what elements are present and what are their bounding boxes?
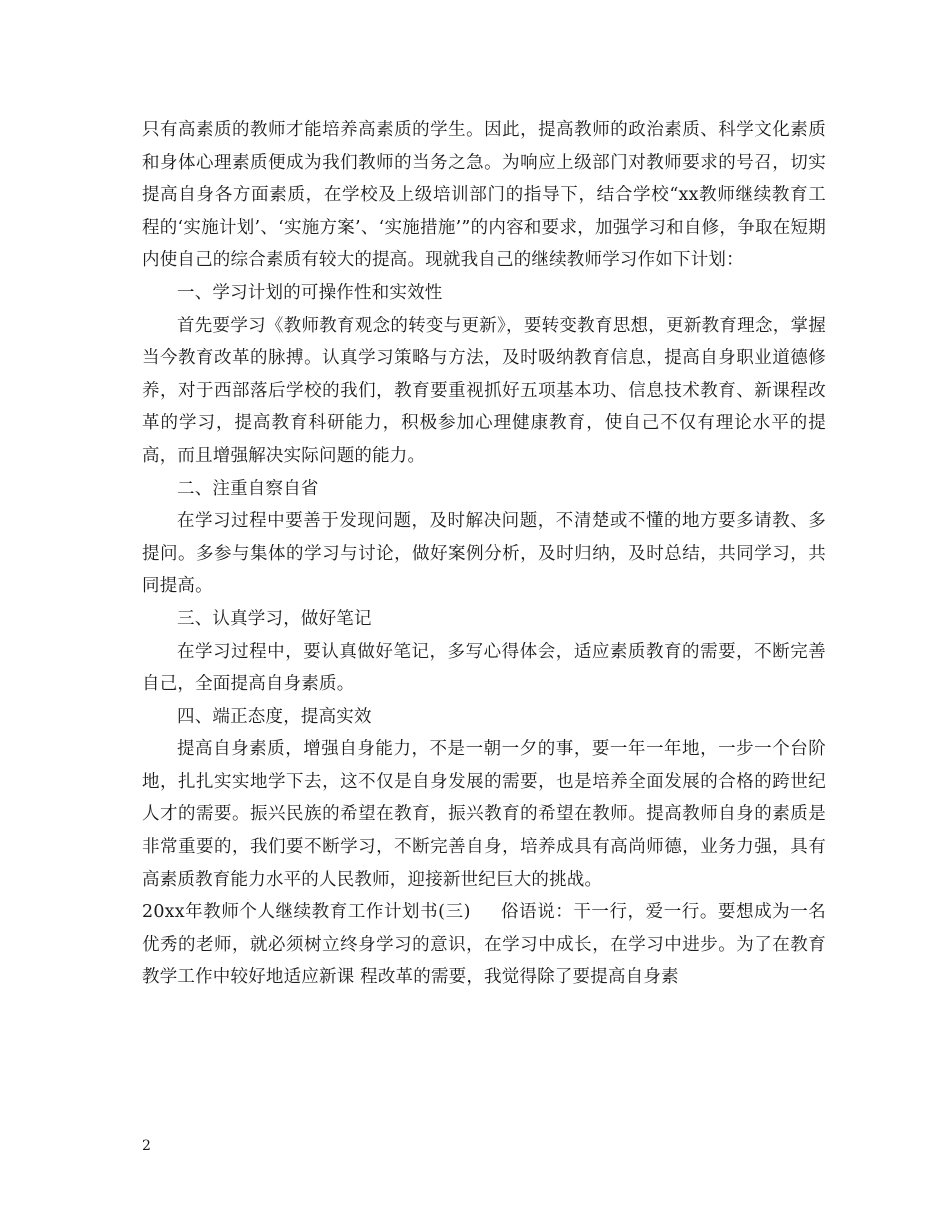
intro-paragraph: 只有高素质的教师才能培养高素质的学生。因此，提高教师的政治素质、科学文化素质和身体心理素质便成为我们教师的当务之急。为响应上级部门对教师要求的号召，切实提高自身各方面素质，在学校及上级培训部门的指导下，结合学校“xx教师继续教育工程的‘实施计划’、‘实施方案’、‘实施措施’”的内容和要求，加强学习和自修，争取在短期内使自己的综合素质有较大的提高。现就我自己的继续教师学习作如下计划： xyxy=(142,120,826,271)
section-heading-3: 三、认真学习，做好笔记 xyxy=(177,608,372,629)
section-heading-1: 一、学习计划的可操作性和实效性 xyxy=(177,282,443,303)
section-heading-2: 二、注重自察自省 xyxy=(177,478,319,499)
document-body xyxy=(142,114,826,994)
next-document-title: 20xx年教师个人继续教育工作计划书(三) xyxy=(142,902,471,923)
section-body-4: 提高自身素质，增强自身能力，不是一朝一夕的事，要一年一年地，一步一个台阶地，扎扎实实地学下去，这不仅是自身发展的需要，也是培养全面发展的合格的跨世纪人才的需要。振兴民族的希望在教育，振兴教育的希望在教师。提高教师自身的素质是非常重要的，我们要不断学习，不断完善自身，培养成具有高尚师德，业务力强，具有高素质教育能力水平的人民教师，迎接新世纪巨大的挑战。 xyxy=(142,739,826,890)
section-body-2: 在学习过程中要善于发现问题，及时解决问题，不清楚或不懂的地方要多请教、多提问。多参与集体的学习与讨论，做好案例分析，及时归纳，及时总结，共同学习，共同提高。 xyxy=(142,511,826,597)
next-document-body: 俗语说：干一行，爱一行。要想成为一名优秀的老师，就必须树立终身学习的意识，在学习中成长，在学习中进步。为了在教育教学工作中较好地适应新课 程改革的需要，我觉得除了要提高自身素 xyxy=(142,902,826,988)
section-heading-4: 四、端正态度，提高实效 xyxy=(177,706,372,727)
page-number: 2 xyxy=(142,1138,151,1154)
section-body-3: 在学习过程中，要认真做好笔记，多写心得体会，适应素质教育的需要，不断完善自己，全面提高自身素质。 xyxy=(142,641,826,695)
section-body-1: 首先要学习《教师教育观念的转变与更新》，要转变教育思想，更新教育理念，掌握当今教育改革的脉搏。认真学习策略与方法，及时吸纳教育信息，提高自身职业道德修养，对于西部落后学校的我们，教育要重视抓好五项基本功、信息技术教育、新课程改革的学习，提高教育科研能力，积极参加心理健康教育，使自己不仅有理论水平的提高，而且增强解决实际问题的能力。 xyxy=(142,315,826,466)
next-document-paragraph xyxy=(142,896,826,994)
